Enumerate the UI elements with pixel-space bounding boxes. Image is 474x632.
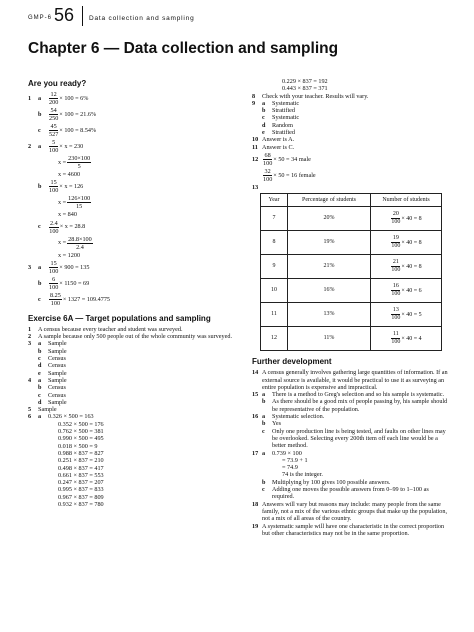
- list-item: 0.762 × 500 = 381: [58, 428, 104, 436]
- column-header: Number of students: [371, 194, 442, 207]
- ex-answer-3: [28, 340, 240, 376]
- q3c: c $\frac{8.25}{100}$ × 1327 = 109.4775: [38, 291, 111, 307]
- list-item: 74 is the integer.: [282, 471, 323, 479]
- answer-17a: [252, 450, 452, 479]
- ex-answer-2: 2 A sample because only 500 people out of the whole community was surveyed.: [28, 333, 233, 341]
- list-item: 6 a 0.326 × 500 = 163: [28, 413, 94, 421]
- answer-8: 8 Check with your teacher. Results will vary.: [252, 92, 369, 100]
- ex-answer-6: [28, 413, 240, 508]
- list-item: = 73.9 + 1: [282, 456, 308, 464]
- q2c-line3: x = 1200: [58, 251, 81, 259]
- q2b-line3: x = 840: [58, 211, 77, 219]
- ex-answer-4: [28, 377, 240, 406]
- answer-17c: c Adding one moves the possible answers from 0–99 to 1–100 as required.: [262, 486, 429, 501]
- list-item: b Census: [38, 384, 66, 392]
- list-item: 0.995 × 837 = 833: [58, 486, 104, 494]
- q3a: 3 a $\frac{15}{100}$ × 900 = 135: [28, 259, 90, 275]
- answer-15b: b As there should be a good mix of people passing by, his sample should be representative of the population.: [262, 398, 448, 413]
- list-item: 3 a Sample: [28, 340, 67, 348]
- fraction: $\frac{15}{100}$: [49, 259, 59, 275]
- fraction: $\frac{54}{250}$: [49, 107, 59, 122]
- fraction: $\frac{8.25}{100}$: [50, 291, 61, 307]
- q2c-line2: x = $\frac{28.8\times 100}{2.4}$: [58, 235, 92, 251]
- list-item: 0.443 × 837 = 371: [282, 85, 328, 93]
- exercise-6a-heading: Exercise 6A — Target populations and sampling: [28, 313, 211, 323]
- answer-9: [252, 100, 452, 136]
- header-code: GMP-6: [28, 15, 53, 21]
- list-item: 0.229 × 837 = 192: [282, 78, 328, 85]
- ex-answer-1: 1 A census because every teacher and student was surveyed.: [28, 325, 183, 333]
- list-item: 0.498 × 837 = 417: [58, 464, 104, 472]
- fraction: $\frac{230\times 100}{5}$: [68, 155, 91, 170]
- table-row: 11 13% $\frac{13}{100}$ × 40 = 5: [261, 303, 442, 327]
- list-item: 0.251 × 837 = 210: [58, 457, 104, 465]
- list-item: c Census: [38, 355, 66, 363]
- answer-17b: b Multiplying by 100 gives 100 possible answers.: [262, 478, 391, 486]
- fraction: $\frac{6}{100}$: [49, 275, 59, 291]
- answer-18: 18 Answers will vary but reasons may include: many people from the same family, not a mix of the various ethnic groups that make up the population, not a mix of all areas of the country.: [252, 500, 448, 523]
- table-row: 9 21% $\frac{21}{100}$ × 40 = 8: [261, 255, 442, 279]
- table-row: 10 16% $\frac{16}{100}$ × 40 = 6: [261, 279, 442, 303]
- answer-14: 14 A census generally involves gathering large quantities of information. If an external source is available, it would be practical to use it as surveying an entire population is expensive and impractical.: [252, 369, 448, 391]
- fraction: $\frac{19}{100}$: [391, 235, 401, 250]
- q2a-line2: x = $\frac{230\times 100}{5}$: [58, 155, 91, 170]
- q1c: c $\frac{45}{527}$ × 100 = 8.54%: [38, 123, 97, 138]
- list-item: d Sample: [38, 398, 67, 406]
- column-header: Year: [261, 194, 288, 207]
- list-item: 0.018 × 500 = 9: [58, 442, 98, 450]
- fraction: $\frac{45}{527}$: [49, 123, 59, 138]
- further-development-heading: Further development: [252, 357, 332, 367]
- chapter-title: Chapter 6 — Data collection and sampling: [28, 40, 339, 57]
- table-header-row: [261, 194, 442, 207]
- fraction: $\frac{16}{100}$: [391, 283, 401, 298]
- list-item: 9 a Systematic: [252, 99, 300, 107]
- list-item: b Sample: [38, 347, 67, 355]
- fraction: $\frac{28.8\times 100}{2.4}$: [68, 235, 92, 251]
- list-item: 0.661 × 837 = 553: [58, 471, 104, 479]
- fraction: $\frac{13}{100}$: [391, 307, 401, 322]
- q2a-line1: 2 a $\frac{5}{100}$ × x = 230: [28, 139, 84, 154]
- fraction: $\frac{20}{100}$: [391, 211, 401, 226]
- answer-12-male: 12 $\frac{68}{100}$ × 50 = 34 male: [252, 151, 311, 167]
- table-row: 12 11% $\frac{11}{100}$ × 40 = 4: [261, 327, 442, 351]
- answer-16c: c Only one production line is being tested, and faults on other lines may be overlooked. Selecting every 200th item off each line would be a better method.: [262, 427, 446, 450]
- list-item: e Sample: [38, 369, 67, 377]
- fraction: $\frac{5}{100}$: [49, 139, 59, 154]
- fraction: $\frac{126\times 100}{15}$: [68, 195, 91, 211]
- fraction: $\frac{68}{100}$: [263, 151, 273, 167]
- list-item: c Systematic: [262, 114, 300, 122]
- q1a: 1 a $\frac{12}{200}$ × 100 = 6%: [28, 91, 89, 106]
- list-item: d Census: [38, 362, 66, 370]
- fraction: $\frac{15}{100}$: [49, 179, 59, 195]
- list-item: 0.990 × 500 = 495: [58, 435, 104, 443]
- answer-12-female: $\frac{32}{100}$ × 50 = 16 female: [263, 167, 316, 183]
- q2a-line3: x = 4600: [58, 171, 81, 178]
- list-item: 17 a 0.739 × 100: [252, 449, 302, 457]
- list-item: 0.967 × 837 = 809: [58, 493, 104, 501]
- list-item: 0.932 × 837 = 780: [58, 501, 104, 509]
- list-item: d Random: [262, 121, 293, 129]
- list-item: = 74.9: [282, 464, 298, 472]
- right-column: [252, 78, 452, 537]
- answer-10: 10 Answer is A.: [252, 136, 295, 144]
- list-item: 0.988 × 837 = 827: [58, 449, 104, 457]
- ready-heading: Are you ready?: [28, 79, 87, 88]
- list-item: 4 a Sample: [28, 376, 67, 384]
- q3b: b $\frac{6}{100}$ × 1150 = 69: [38, 275, 90, 291]
- table-row: 7 20% $\frac{20}{100}$ × 40 = 8: [261, 207, 442, 231]
- q2c-line1: c $\frac{2.4}{100}$ × x = 28.8: [38, 219, 86, 235]
- fraction: $\frac{2.4}{100}$: [49, 219, 59, 235]
- list-item: e Stratified: [262, 129, 296, 137]
- answer-11: 11 Answer is C.: [252, 143, 295, 151]
- list-item: c Census: [38, 391, 66, 399]
- answer-19: 19 A systematic sample will have one characteristic in the correct proportion but other characteristics may not be in the same proportion.: [252, 522, 445, 537]
- column-header: Percentage of students: [288, 194, 371, 207]
- table-row: 8 19% $\frac{19}{100}$ × 40 = 8: [261, 231, 442, 255]
- year-table: [260, 193, 442, 351]
- q2b-line2: x = $\frac{126\times 100}{15}$: [58, 195, 91, 211]
- fraction: $\frac{12}{200}$: [49, 91, 59, 106]
- fraction: $\frac{11}{100}$: [391, 331, 401, 346]
- fraction: $\frac{32}{100}$: [263, 167, 273, 183]
- ex-answer-5: 5 Sample: [28, 406, 57, 414]
- q1b: b $\frac{54}{250}$ × 100 = 21.6%: [38, 107, 97, 122]
- q2b-line1: b $\frac{15}{100}$ × x = 126: [38, 179, 84, 195]
- answer-15a: 15 a There is a method to Greg's selection and so his sample is systematic.: [252, 391, 445, 399]
- header-divider: [82, 6, 83, 26]
- list-item: b Stratified: [262, 107, 296, 115]
- fraction: $\frac{21}{100}$: [391, 259, 401, 274]
- list-item: 0.247 × 837 = 207: [58, 479, 104, 487]
- page-number: 56: [54, 5, 75, 25]
- left-column: [28, 76, 240, 508]
- answer-16a: 16 a Systematic selection.: [252, 413, 325, 421]
- answer-13-label: 13: [252, 183, 259, 191]
- header-subtitle: Data collection and sampling: [89, 15, 195, 22]
- list-item: 0.352 × 500 = 176: [58, 420, 104, 428]
- answer-16b: b Yes: [262, 420, 282, 428]
